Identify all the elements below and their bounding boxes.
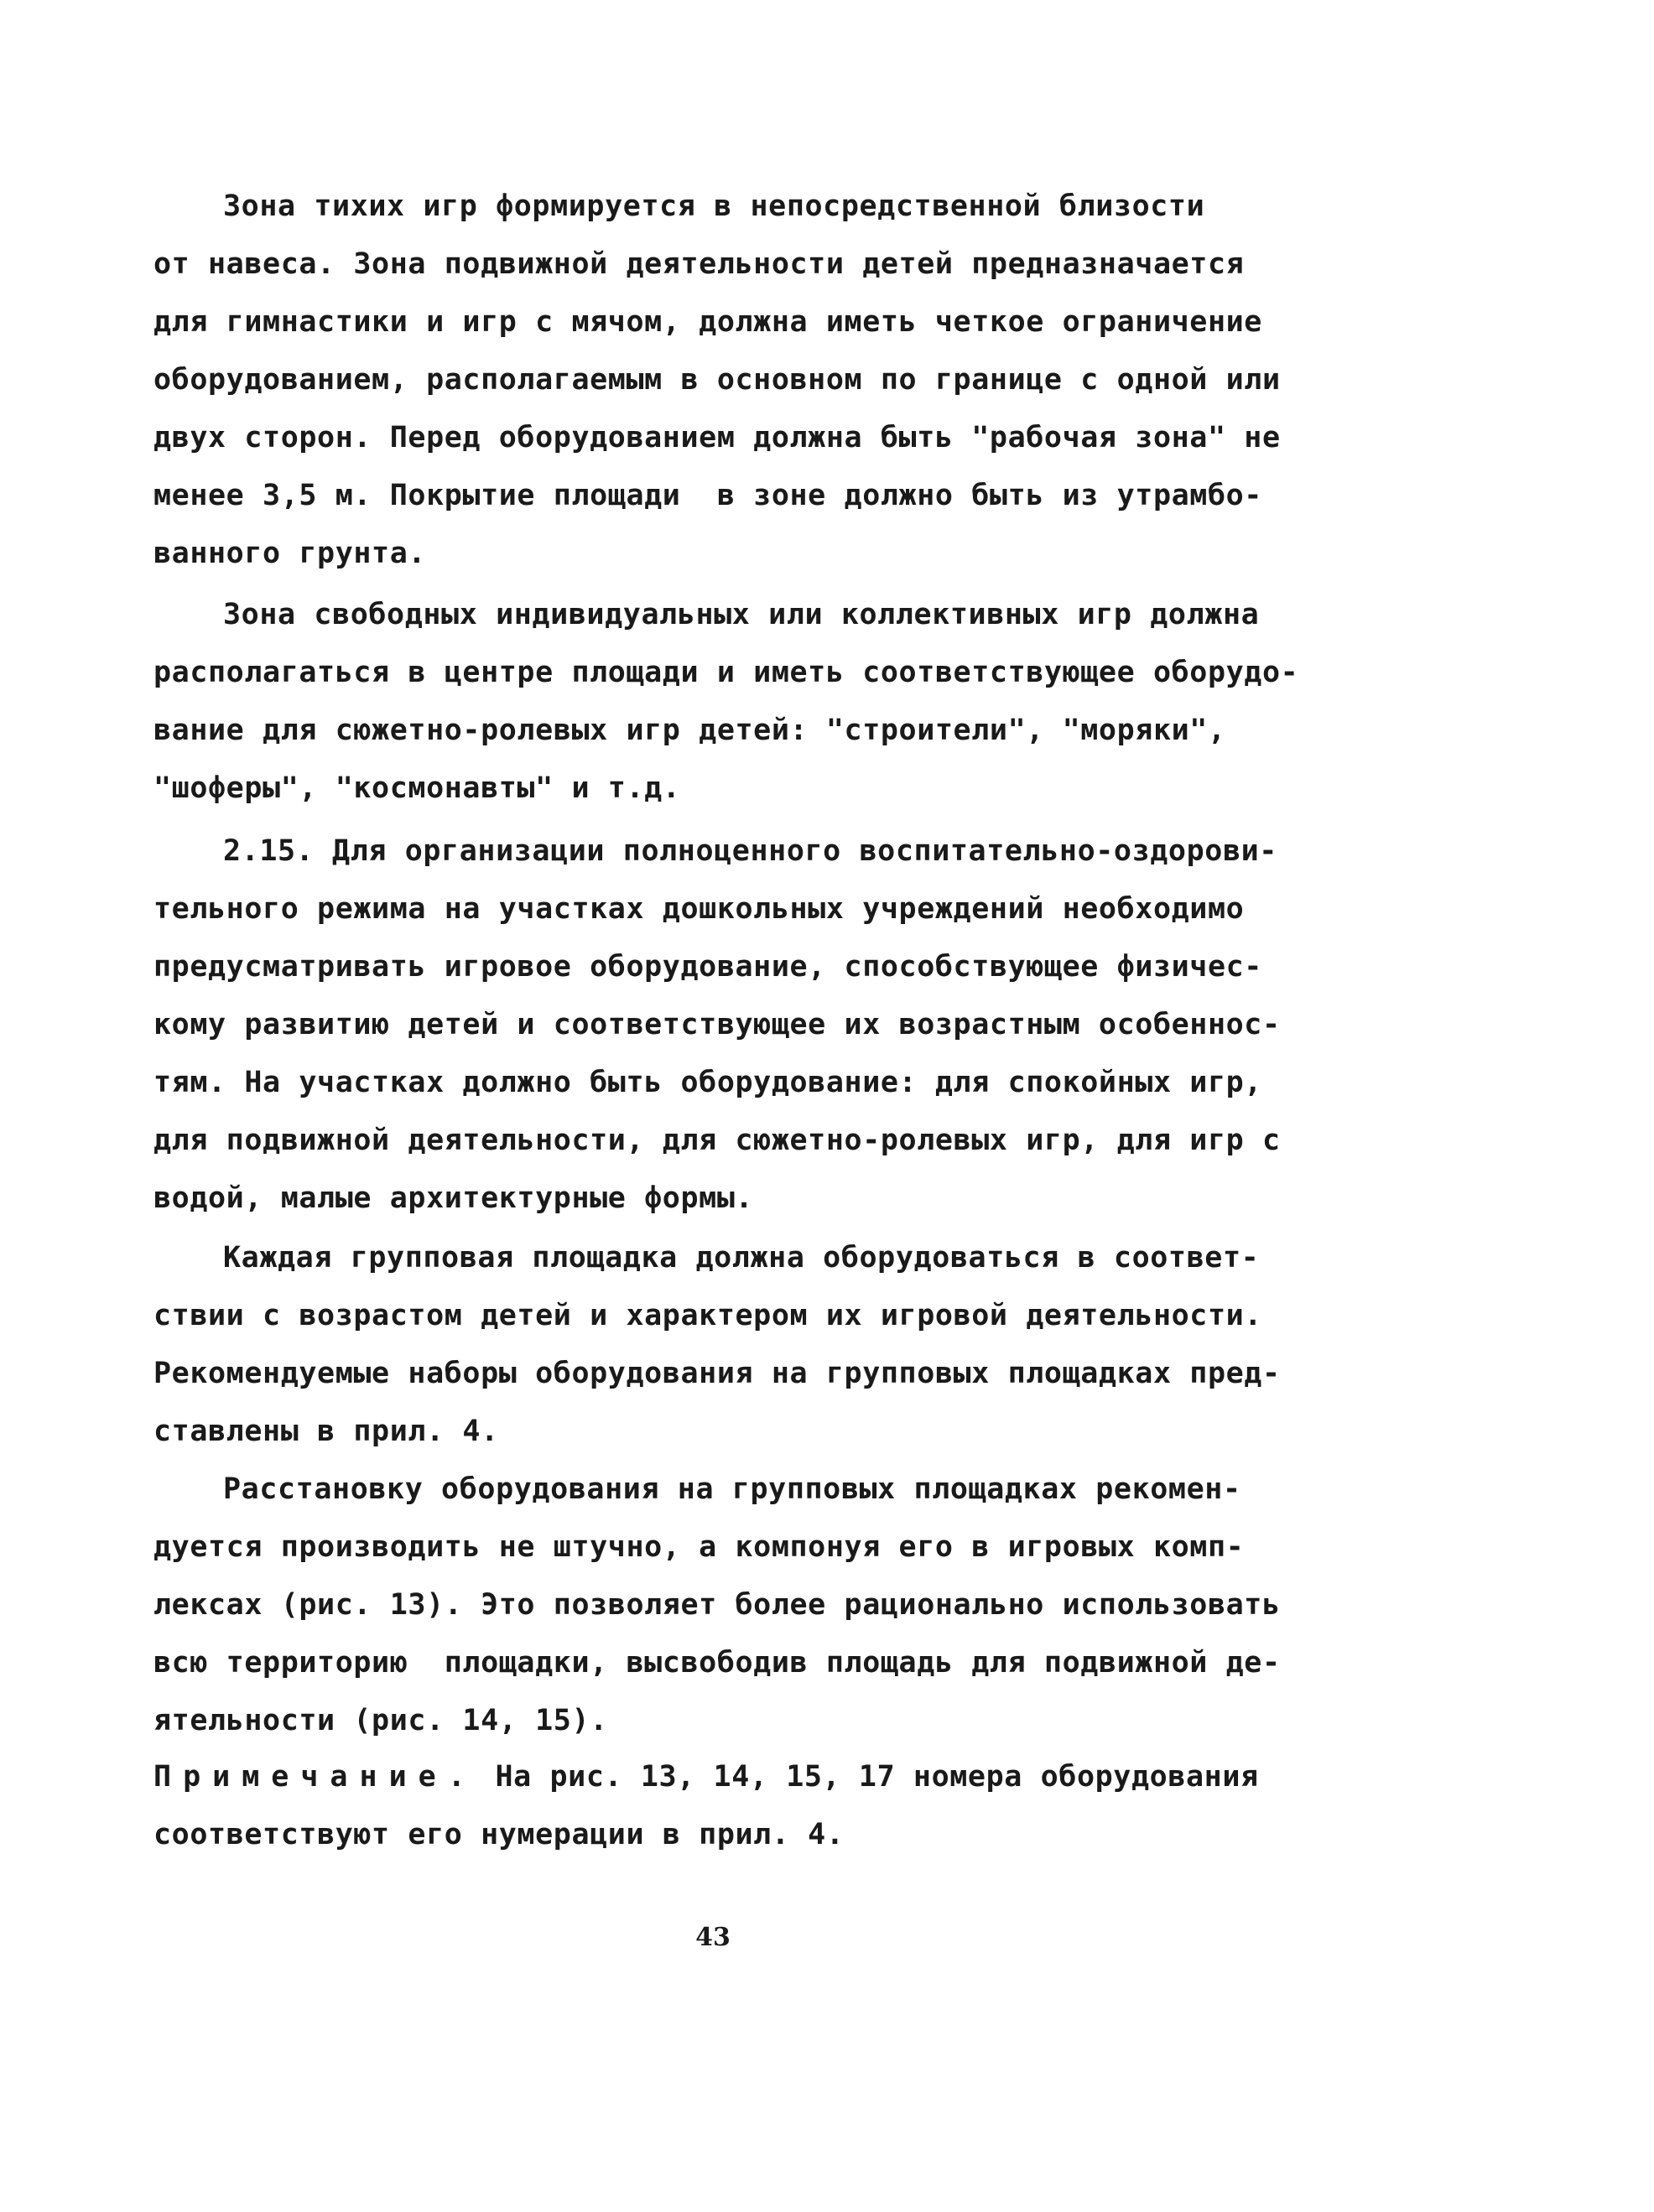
note-line-2: соответствуют его нумерации в прил. 4. bbox=[153, 1818, 845, 1851]
paragraph-4-line-4: ставлены в прил. 4. bbox=[153, 1415, 499, 1448]
paragraph-5-line-4: всю территорию площадки, высвободив площадь для подвижной де- bbox=[153, 1646, 1281, 1680]
paragraph-2-line-3: вание для сюжетно-ролевых игр детей: "строители", "моряки", bbox=[153, 714, 1226, 747]
paragraph-1-line-6: менее 3,5 м. Покрытие площади в зоне должно быть из утрамбо- bbox=[153, 479, 1262, 512]
note-line-1 bbox=[153, 1760, 1259, 1794]
paragraph-1-line-7: ванного грунта. bbox=[153, 537, 427, 570]
paragraph-4-line-3: Рекомендуемые наборы оборудования на групповых площадках пред- bbox=[153, 1357, 1281, 1390]
paragraph-4-line-1: Каждая групповая площадка должна оборудоваться в соответ- bbox=[223, 1241, 1260, 1275]
paragraph-4-line-2: ствии с возрастом детей и характером их игровой деятельности. bbox=[153, 1299, 1262, 1332]
note-text-first: На рис. 13, 14, 15, 17 номера оборудования bbox=[476, 1760, 1259, 1794]
paragraph-3-line-7: водой, малые архитектурные формы. bbox=[153, 1181, 754, 1215]
paragraph-3-line-2: тельного режима на участках дошкольных учреждений необходимо bbox=[153, 892, 1245, 926]
paragraph-2-line-2: располагаться в центре площади и иметь соответствующее оборудо- bbox=[153, 656, 1299, 689]
page-number: 43 bbox=[695, 1923, 731, 1952]
paragraph-2-line-1: Зона свободных индивидуальных или коллективных игр должна bbox=[223, 598, 1260, 631]
note-label: Примечание. bbox=[153, 1760, 477, 1794]
paragraph-3-line-1: 2.15. Для организации полноценного воспитательно-оздорови- bbox=[223, 834, 1277, 868]
paragraph-1-line-5: двух сторон. Перед оборудованием должна быть "рабочая зона" не bbox=[153, 421, 1281, 454]
paragraph-5-line-1: Расстановку оборудования на групповых площадках рекомен- bbox=[223, 1472, 1241, 1506]
paragraph-3-line-3: предусматривать игровое оборудование, способствующее физичес- bbox=[153, 950, 1262, 984]
paragraph-3-line-4: кому развитию детей и соответствующее их возрастным особеннос- bbox=[153, 1008, 1281, 1041]
paragraph-1-line-4: оборудованием, располагаемым в основном по границе с одной или bbox=[153, 363, 1281, 397]
paragraph-5-line-5: ятельности (рис. 14, 15). bbox=[153, 1704, 608, 1737]
paragraph-1-line-2: от навеса. Зона подвижной деятельности детей предназначается bbox=[153, 247, 1245, 281]
paragraph-5-line-2: дуется производить не штучно, а компонуя его в игровых комп- bbox=[153, 1530, 1245, 1564]
paragraph-1-line-3: для гимнастики и игр с мячом, должна иметь четкое ограничение bbox=[153, 305, 1262, 339]
paragraph-5-line-3: лексах (рис. 13). Это позволяет более рационально использовать bbox=[153, 1588, 1281, 1622]
paragraph-3-line-6: для подвижной деятельности, для сюжетно-ролевых игр, для игр с bbox=[153, 1124, 1281, 1157]
paragraph-1-line-1: Зона тихих игр формируется в непосредственной близости bbox=[223, 190, 1205, 223]
paragraph-3-line-5: тям. На участках должно быть оборудование: для спокойных игр, bbox=[153, 1066, 1262, 1099]
paragraph-2-line-4: "шоферы", "космонавты" и т.д. bbox=[153, 771, 681, 805]
